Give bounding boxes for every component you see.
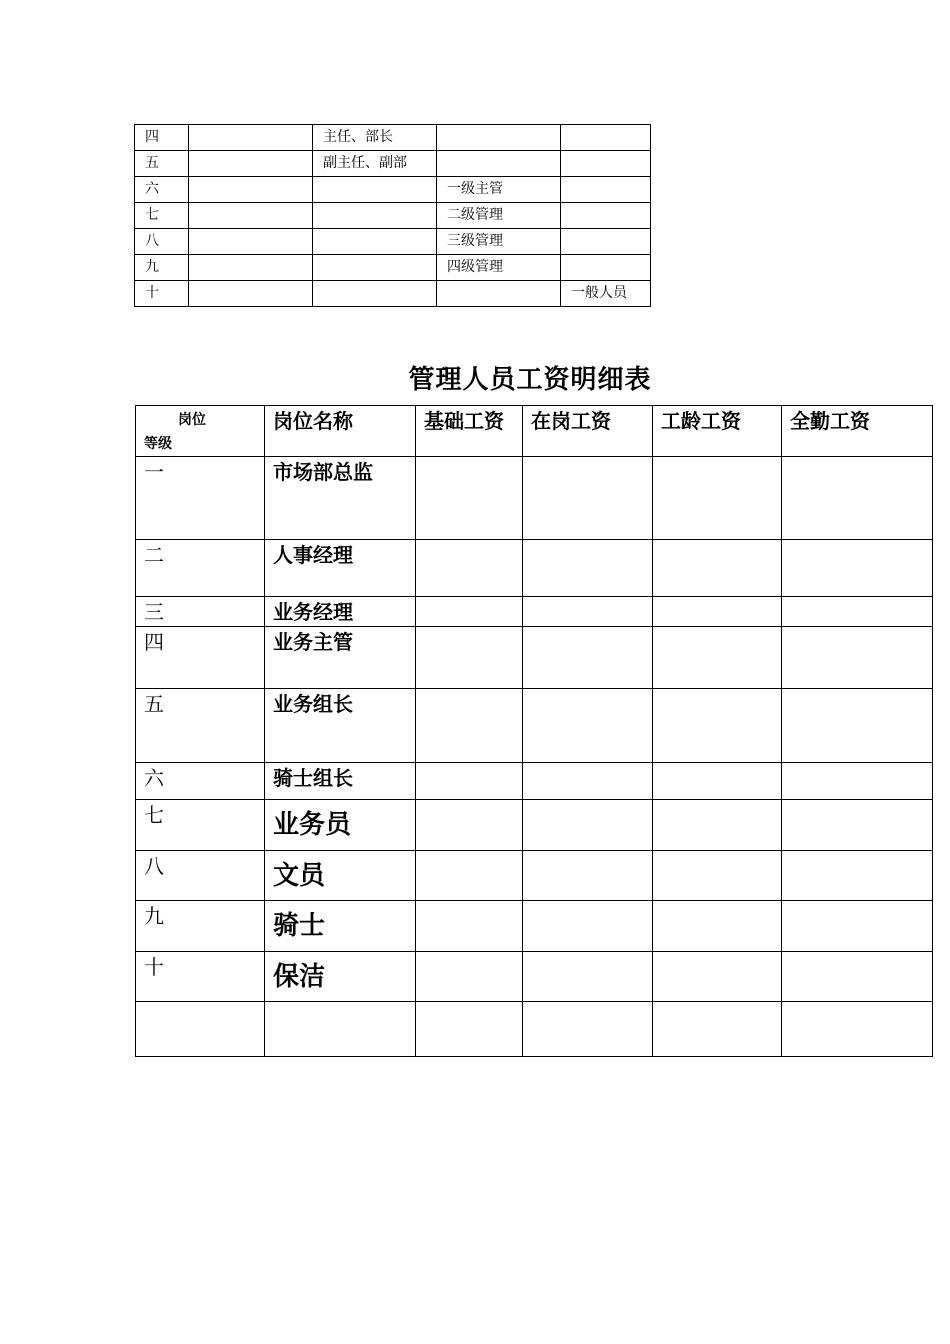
grade-table-cell: 四: [135, 125, 189, 151]
position-name-cell: 业务经理: [265, 597, 416, 627]
grade-table-cell: 三级管理: [437, 229, 561, 255]
grade-table-row: [135, 281, 651, 307]
position-name-cell: 业务组长: [265, 689, 416, 763]
base-salary-cell: [416, 457, 523, 540]
grade-table-cell: 五: [135, 151, 189, 177]
grade-table-cell: [561, 203, 651, 229]
salary-table-row: [136, 689, 933, 763]
position-name-cell: 人事经理: [265, 540, 416, 597]
grade-table-row: [135, 177, 651, 203]
grade-table-cell: [313, 203, 437, 229]
level-cell: 六: [136, 763, 265, 800]
salary-table-row: [136, 627, 933, 689]
level-cell: 二: [136, 540, 265, 597]
grade-table-row: [135, 255, 651, 281]
level-cell: [136, 1002, 265, 1057]
salary-table-row: [136, 763, 933, 800]
position-name-cell: 保洁: [265, 952, 416, 1002]
seniority-salary-cell: [653, 627, 782, 689]
grade-table-cell: [437, 151, 561, 177]
seniority-salary-cell: [653, 1002, 782, 1057]
grade-table-cell: [189, 281, 313, 307]
duty-salary-cell: [523, 952, 653, 1002]
page-title: 管理人员工资明细表: [408, 365, 652, 395]
grade-table-cell: [561, 125, 651, 151]
grade-table-cell: 十: [135, 281, 189, 307]
header-duty-salary: 在岗工资: [523, 406, 653, 457]
duty-salary-cell: [523, 627, 653, 689]
attendance-salary-cell: [782, 851, 933, 901]
seniority-salary-cell: [653, 597, 782, 627]
base-salary-cell: [416, 763, 523, 800]
attendance-salary-cell: [782, 1002, 933, 1057]
attendance-salary-cell: [782, 901, 933, 952]
level-cell: 五: [136, 689, 265, 763]
seniority-salary-cell: [653, 800, 782, 851]
base-salary-cell: [416, 689, 523, 763]
salary-table-row: [136, 457, 933, 540]
grade-table-cell: 主任、部长: [313, 125, 437, 151]
position-name-cell: 骑士: [265, 901, 416, 952]
header-base-salary: 基础工资: [416, 406, 523, 457]
duty-salary-cell: [523, 540, 653, 597]
duty-salary-cell: [523, 689, 653, 763]
duty-salary-cell: [523, 851, 653, 901]
level-cell: 十: [136, 952, 265, 1002]
corner-label-position: 岗位: [178, 412, 206, 428]
attendance-salary-cell: [782, 540, 933, 597]
salary-table-body: [136, 406, 933, 1057]
grade-table-cell: [313, 229, 437, 255]
corner-label-level: 等级: [144, 436, 172, 452]
grade-table-row: [135, 125, 651, 151]
grade-table-cell: 八: [135, 229, 189, 255]
grade-table-cell: 一般人员: [561, 281, 651, 307]
level-cell: 八: [136, 851, 265, 901]
level-cell: 三: [136, 597, 265, 627]
salary-table-row: [136, 901, 933, 952]
attendance-salary-cell: [782, 763, 933, 800]
header-attendance-salary: 全勤工资: [782, 406, 933, 457]
position-name-cell: 文员: [265, 851, 416, 901]
attendance-salary-cell: [782, 952, 933, 1002]
header-seniority-salary: 工龄工资: [653, 406, 782, 457]
salary-header-row: [136, 406, 933, 457]
salary-table: [135, 405, 933, 1057]
seniority-salary-cell: [653, 952, 782, 1002]
header-position-name: 岗位名称: [265, 406, 416, 457]
grade-table-cell: 副主任、副部: [313, 151, 437, 177]
duty-salary-cell: [523, 800, 653, 851]
salary-table-row: [136, 597, 933, 627]
base-salary-cell: [416, 627, 523, 689]
base-salary-cell: [416, 901, 523, 952]
level-cell: 七: [136, 800, 265, 851]
grade-table-body: [135, 125, 651, 307]
duty-salary-cell: [523, 901, 653, 952]
position-name-cell: 业务主管: [265, 627, 416, 689]
attendance-salary-cell: [782, 597, 933, 627]
salary-table-row: [136, 952, 933, 1002]
position-name-cell: 市场部总监: [265, 457, 416, 540]
grade-table: [134, 124, 651, 307]
header-corner-cell: [136, 406, 265, 457]
duty-salary-cell: [523, 457, 653, 540]
grade-table-cell: [313, 255, 437, 281]
grade-table-cell: [189, 125, 313, 151]
grade-table-cell: [189, 177, 313, 203]
position-name-cell: 业务员: [265, 800, 416, 851]
seniority-salary-cell: [653, 540, 782, 597]
grade-table-cell: 九: [135, 255, 189, 281]
seniority-salary-cell: [653, 901, 782, 952]
base-salary-cell: [416, 952, 523, 1002]
grade-table-cell: [189, 203, 313, 229]
level-cell: 四: [136, 627, 265, 689]
salary-table-row: [136, 1002, 933, 1057]
grade-table-row: [135, 229, 651, 255]
grade-table-cell: [561, 177, 651, 203]
seniority-salary-cell: [653, 689, 782, 763]
grade-table-cell: [313, 281, 437, 307]
salary-table-row: [136, 800, 933, 851]
grade-table-row: [135, 203, 651, 229]
grade-table-cell: 六: [135, 177, 189, 203]
seniority-salary-cell: [653, 457, 782, 540]
base-salary-cell: [416, 800, 523, 851]
grade-table-cell: 一级主管: [437, 177, 561, 203]
salary-table-row: [136, 540, 933, 597]
grade-table-cell: [437, 281, 561, 307]
grade-table-cell: 二级管理: [437, 203, 561, 229]
grade-table-cell: 七: [135, 203, 189, 229]
base-salary-cell: [416, 851, 523, 901]
position-name-cell: 骑士组长: [265, 763, 416, 800]
grade-table-cell: [189, 255, 313, 281]
duty-salary-cell: [523, 1002, 653, 1057]
grade-table-cell: [437, 125, 561, 151]
grade-table-cell: 四级管理: [437, 255, 561, 281]
base-salary-cell: [416, 540, 523, 597]
grade-table-cell: [189, 229, 313, 255]
level-cell: 九: [136, 901, 265, 952]
grade-table-cell: [561, 229, 651, 255]
seniority-salary-cell: [653, 763, 782, 800]
attendance-salary-cell: [782, 627, 933, 689]
grade-table-cell: [189, 151, 313, 177]
base-salary-cell: [416, 597, 523, 627]
grade-table-cell: [561, 255, 651, 281]
seniority-salary-cell: [653, 851, 782, 901]
attendance-salary-cell: [782, 800, 933, 851]
attendance-salary-cell: [782, 689, 933, 763]
level-cell: 一: [136, 457, 265, 540]
duty-salary-cell: [523, 763, 653, 800]
salary-table-row: [136, 851, 933, 901]
base-salary-cell: [416, 1002, 523, 1057]
grade-table-cell: [313, 177, 437, 203]
attendance-salary-cell: [782, 457, 933, 540]
grade-table-cell: [561, 151, 651, 177]
position-name-cell: [265, 1002, 416, 1057]
grade-table-row: [135, 151, 651, 177]
duty-salary-cell: [523, 597, 653, 627]
